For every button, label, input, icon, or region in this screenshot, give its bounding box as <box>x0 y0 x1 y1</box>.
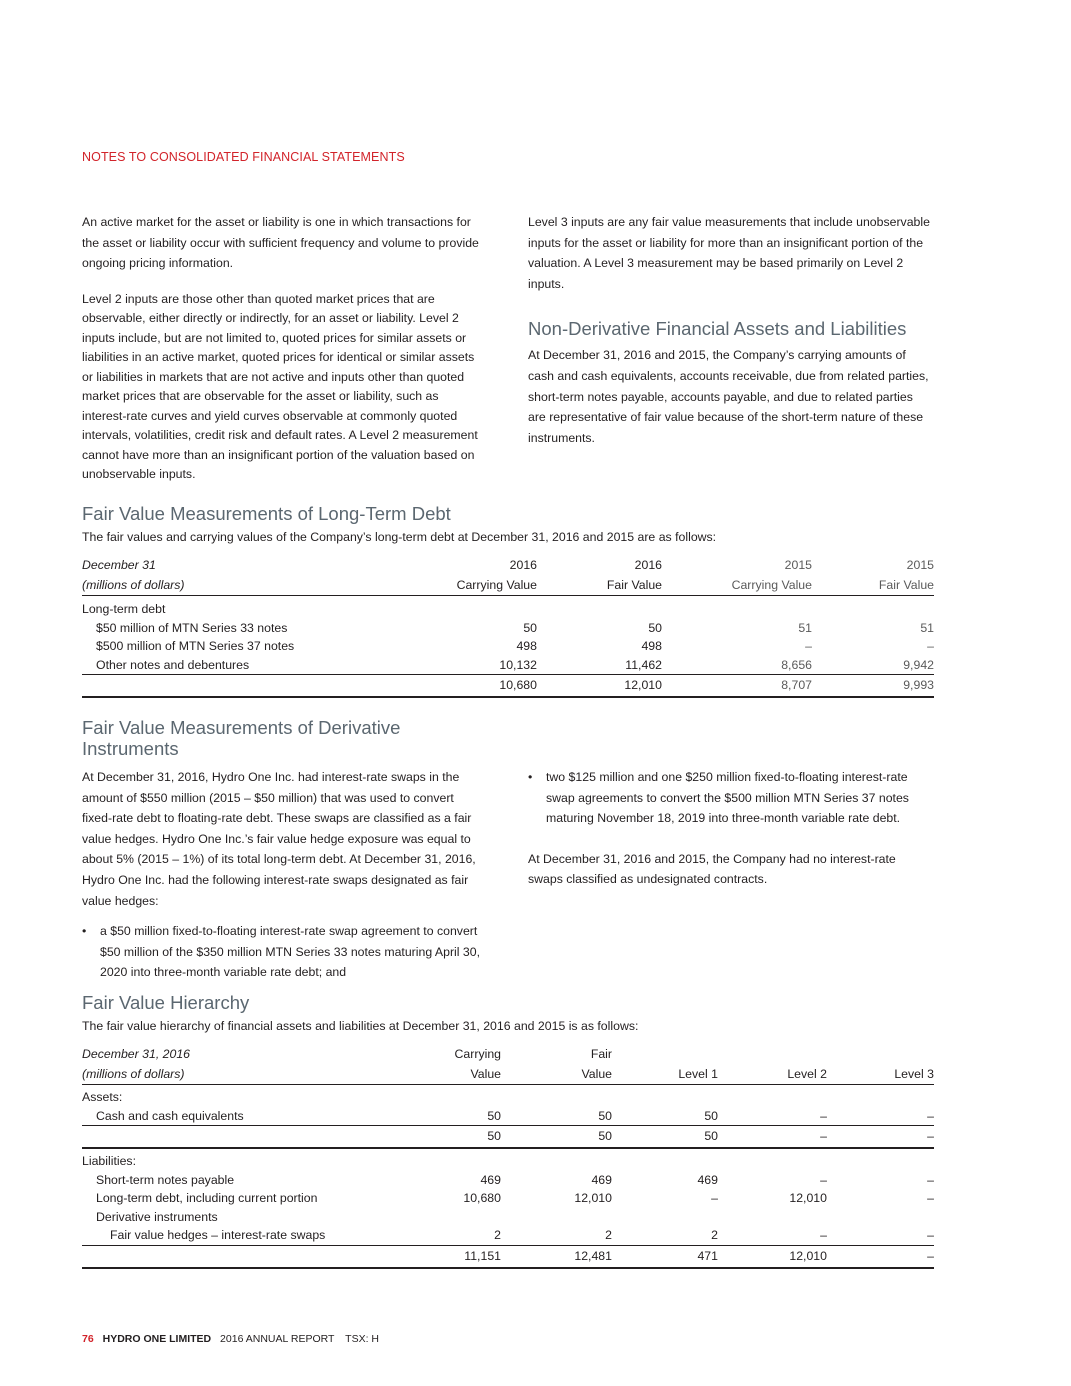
heading-fair-value-hierarchy: Fair Value Hierarchy <box>82 992 250 1013</box>
table-row <box>82 1107 934 1126</box>
ltd-units-label: (millions of dollars) <box>82 575 417 596</box>
ltd-group-label: Long-term debt <box>82 602 166 616</box>
total-value: 12,010 <box>718 1245 827 1268</box>
ltd-table <box>82 555 934 698</box>
ltd-col-year: 2015 <box>784 558 812 572</box>
assets-total-row <box>82 1126 934 1149</box>
fvh-col-top: Fair <box>590 1047 612 1061</box>
paragraph-active-market: An active market for the asset or liability is one in which transactions for the asset or liability occur with sufficient frequency and volume to provide ongoing pricing information. <box>82 215 479 271</box>
cell-value: 469 <box>480 1172 501 1187</box>
heading-long-term-debt: Fair Value Measurements of Long-Term Debt <box>82 503 451 524</box>
cell-value: – <box>820 1172 827 1187</box>
total-value: – <box>827 1245 934 1268</box>
cell-value: – <box>927 1108 934 1123</box>
cell-value: 8,656 <box>781 657 812 672</box>
ltd-total-row <box>82 675 934 698</box>
cell-value: 12,010 <box>574 1191 612 1205</box>
swap-list <box>528 767 934 829</box>
fvh-col-label: Level 2 <box>718 1064 827 1085</box>
fvh-col-top: Carrying <box>454 1047 501 1061</box>
table-row <box>82 637 934 656</box>
paragraph-undesignated: At December 31, 2016 and 2015, the Company had no interest-rate swaps classified as undesignated contracts. <box>528 851 896 887</box>
ltd-col-year: 2016 <box>509 558 537 572</box>
cell-value: 9,942 <box>903 657 934 672</box>
cell-value: 11,462 <box>625 657 662 672</box>
cell-value: 10,680 <box>463 1191 501 1205</box>
ltd-col-label: Fair Value <box>812 575 934 596</box>
table-row <box>82 1152 934 1171</box>
bullet-text: two $125 million and one $250 million fixed-to-floating interest-rate swap agreements to convert the $500 million MTN Series 37 notes maturing November 18, 2019 into three-month variable rate debt. <box>546 770 909 826</box>
cell-value: 51 <box>920 620 934 635</box>
fvh-intro: The fair value hierarchy of financial assets and liabilities at December 31, 2016 and 2015 is as follows: <box>82 1019 639 1033</box>
row-label: Other notes and debentures <box>96 657 250 672</box>
cell-value: 50 <box>598 1108 612 1123</box>
table-row <box>82 619 934 638</box>
cell-value: – <box>820 1228 827 1242</box>
company-name: HYDRO ONE LIMITED <box>102 1333 212 1345</box>
bullet-text: a $50 million fixed-to-floating interest-rate swap agreement to convert $50 million of the $350 million MTN Series 33 notes maturing April 30, 2020 into three-month variable rate debt; and <box>100 924 481 980</box>
cell-value: 2 <box>494 1228 501 1242</box>
cell-value: 2 <box>711 1228 718 1242</box>
fvh-table <box>82 1044 934 1269</box>
fvh-header-row-2 <box>82 1064 934 1085</box>
cell-value: 50 <box>523 620 537 635</box>
derivative-right-column <box>528 767 934 906</box>
fvh-date-label: December 31, 2016 <box>82 1047 191 1061</box>
heading-derivative <box>82 717 482 759</box>
total-value: 11,151 <box>417 1245 501 1268</box>
cell-value: – <box>805 639 812 653</box>
table-row <box>82 1088 934 1107</box>
heading-non-derivative: Non-Derivative Financial Assets and Liabilities <box>528 318 907 340</box>
section-header: NOTES TO CONSOLIDATED FINANCIAL STATEMENTS <box>82 150 405 164</box>
cell-value: – <box>927 1191 934 1205</box>
cell-value: 498 <box>516 639 537 653</box>
row-label: Fair value hedges – interest-rate swaps <box>110 1228 326 1242</box>
total-value: – <box>827 1126 934 1149</box>
total-value: 12,481 <box>501 1245 612 1268</box>
cell-value: 50 <box>648 620 662 635</box>
heading-derivative-line-2: Instruments <box>82 738 179 759</box>
total-value: 50 <box>612 1126 718 1149</box>
bullet-icon: • <box>528 770 533 784</box>
ltd-col-year: 2015 <box>906 558 934 572</box>
table-row <box>82 1189 934 1208</box>
ltd-header-row-1 <box>82 555 934 575</box>
row-label: $500 million of MTN Series 37 notes <box>96 639 295 653</box>
cell-value: 50 <box>704 1108 718 1123</box>
list-item <box>528 767 934 829</box>
total-value: 50 <box>417 1126 501 1149</box>
page-number: 76 <box>82 1333 94 1345</box>
row-label: Short-term notes payable <box>96 1172 235 1187</box>
bullet-icon: • <box>82 924 87 939</box>
liabilities-total-row <box>82 1245 934 1268</box>
fvh-col-label: Value <box>501 1064 612 1085</box>
ltd-header-row-2 <box>82 575 934 596</box>
paragraph-level-2: Level 2 inputs are those other than quoted market prices that are observable, either directly or indirectly, for an asset or liability. Level 2 inputs include, but are not limited to, quoted prices for similar assets or liabilities in an active market, quoted prices for identical or similar assets or liabilities in markets that are not active and inputs other than quoted market prices that are observable for the asset or liability, such as interest-rate curves and yield curves observable at commonly quoted intervals, volatilities, credit risk and default rates. A Level 2 measurement cannot have more than an insignificant portion of the valuation based on unobservable inputs. <box>82 291 478 482</box>
total-value: 471 <box>612 1245 718 1268</box>
fvh-col-label: Level 1 <box>612 1064 718 1085</box>
cell-value: 10,132 <box>499 657 537 672</box>
total-value: 50 <box>501 1126 612 1149</box>
total-value: 10,680 <box>417 675 537 698</box>
ltd-col-label: Fair Value <box>537 575 662 596</box>
row-label: $50 million of MTN Series 33 notes <box>96 620 288 635</box>
ltd-intro: The fair values and carrying values of the Company’s long-term debt at December 31, 2016 and 2015 are as follows: <box>82 530 717 544</box>
ltd-col-year: 2016 <box>634 558 662 572</box>
cell-value: 51 <box>798 620 812 635</box>
cell-value: 2 <box>605 1228 612 1242</box>
table-row <box>82 600 934 619</box>
total-value: – <box>718 1126 827 1149</box>
liabilities-label: Liabilities: <box>82 1154 136 1168</box>
row-label: Cash and cash equivalents <box>96 1108 244 1123</box>
table-row <box>82 1208 934 1227</box>
paragraph-level-3: Level 3 inputs are any fair value measurements that include unobservable inputs for the asset or liability for more than an insignificant portion of the valuation. A Level 3 measurement may be based primarily on Level 2 inputs. <box>528 215 930 291</box>
row-label: Derivative instruments <box>96 1209 218 1224</box>
total-value: 8,707 <box>662 675 812 698</box>
table-row <box>82 656 934 675</box>
cell-value: 12,010 <box>789 1191 827 1205</box>
cell-value: – <box>927 1172 934 1187</box>
report-name: 2016 ANNUAL REPORT <box>220 1333 335 1345</box>
total-value: 9,993 <box>812 675 934 698</box>
cell-value: 498 <box>641 639 662 653</box>
list-item <box>82 921 482 983</box>
fvh-col-label: Value <box>417 1064 501 1085</box>
intro-left-column <box>82 212 482 501</box>
ltd-col-label: Carrying Value <box>417 575 537 596</box>
ltd-col-label: Carrying Value <box>662 575 812 596</box>
cell-value: – <box>820 1108 827 1123</box>
cell-value: – <box>711 1191 718 1205</box>
intro-right-column <box>528 212 934 464</box>
fvh-col-label: Level 3 <box>827 1064 934 1085</box>
cell-value: 50 <box>487 1108 501 1123</box>
heading-derivative-line-1: Fair Value Measurements of Derivative <box>82 717 401 738</box>
total-value: 12,010 <box>537 675 662 698</box>
cell-value: – <box>927 1228 934 1242</box>
cell-value: – <box>927 639 934 653</box>
table-row <box>82 1171 934 1190</box>
cell-value: 469 <box>697 1172 718 1187</box>
ltd-date-label: December 31 <box>82 558 156 572</box>
table-row <box>82 1226 934 1245</box>
fvh-units-label: (millions of dollars) <box>82 1064 417 1085</box>
paragraph-swaps: At December 31, 2016, Hydro One Inc. had interest-rate swaps in the amount of $550 million (2015 – $50 million) that was used to convert fixed-rate debt to floating-rate debt. These swaps are classified as a fair value hedges. Hydro One Inc.’s fair value hedge exposure was equal to about 5% (2015 – 1%) of its total long-term debt. At December 31, 2016, Hydro One Inc. had the following interest-rate swaps designated as fair value hedges: <box>82 770 476 908</box>
derivative-left-column <box>82 717 482 993</box>
cell-value: 469 <box>591 1172 612 1187</box>
page-footer <box>82 1333 379 1345</box>
assets-label: Assets: <box>82 1090 123 1104</box>
fvh-header-row-1 <box>82 1044 934 1064</box>
paragraph-non-derivative: At December 31, 2016 and 2015, the Company’s carrying amounts of cash and cash equivalents, accounts receivable, due from related parties, short-term notes payable, accounts payable, and due to related parties are representative of fair value because of the short-term nature of these instruments. <box>528 348 929 445</box>
row-label: Long-term debt, including current portion <box>96 1191 318 1205</box>
ticker: TSX: H <box>345 1333 380 1345</box>
swap-list <box>82 921 482 983</box>
